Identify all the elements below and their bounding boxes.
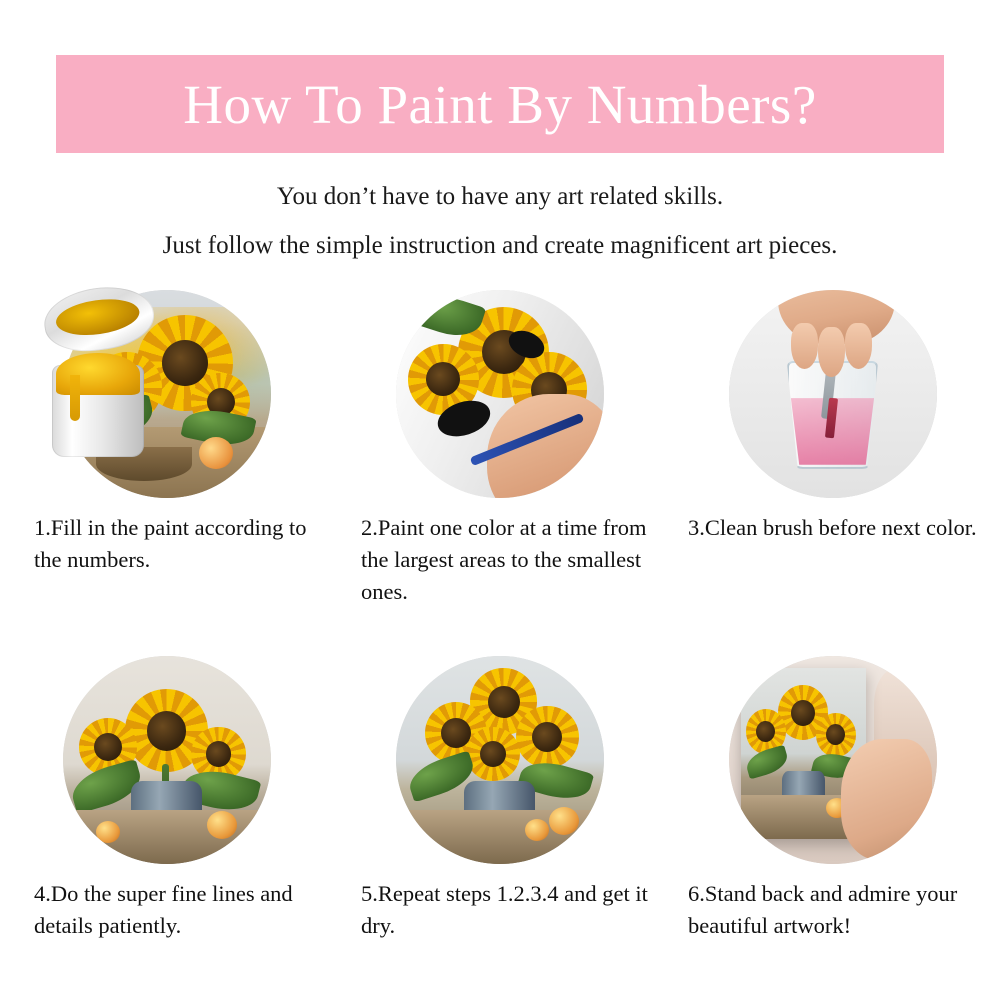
title-banner: [56, 55, 944, 153]
step-5-image-wrap: [333, 656, 666, 864]
steps-row-top: [0, 290, 1000, 608]
step-4-photo: [63, 656, 271, 864]
step-3-caption: 3.Clean brush before next color.: [688, 515, 977, 540]
step-2-photo: [396, 290, 604, 498]
step-4-image-wrap: [0, 656, 333, 864]
subtitle-line-2: Just follow the simple instruction and create magnificent art pieces.: [162, 232, 838, 259]
step-6-caption: 6.Stand back and admire your beautiful artwork!: [688, 880, 958, 938]
step-1-photo: [63, 290, 271, 498]
step-6-photo: [729, 656, 937, 864]
step-item-4: [0, 656, 333, 942]
step-6-image-wrap: [666, 656, 999, 864]
step-2-caption: 2.Paint one color at a time from the largest areas to the smallest ones.: [361, 515, 647, 604]
step-5-caption: 5.Repeat steps 1.2.3.4 and get it dry.: [361, 880, 648, 938]
step-3-photo: [729, 290, 937, 498]
step-5-photo: [396, 656, 604, 864]
step-item-6: [666, 656, 999, 942]
step-item-1: [0, 290, 333, 608]
step-3-image-wrap: [666, 290, 999, 498]
step-1-image-wrap: [0, 290, 333, 498]
step-2-image-wrap: [333, 290, 666, 498]
step-item-5: [333, 656, 666, 942]
steps-row-bottom: [0, 656, 1000, 942]
step-item-3: [666, 290, 999, 608]
step-1-caption: 1.Fill in the paint according to the numbers.: [34, 515, 307, 572]
page-title: How To Paint By Numbers?: [183, 73, 817, 135]
step-item-2: [333, 290, 666, 608]
step-4-caption: 4.Do the super fine lines and details patiently.: [34, 880, 293, 938]
subtitle-line-1: You don’t have to have any art related skills.: [276, 183, 724, 210]
steps-grid: [0, 290, 1000, 942]
